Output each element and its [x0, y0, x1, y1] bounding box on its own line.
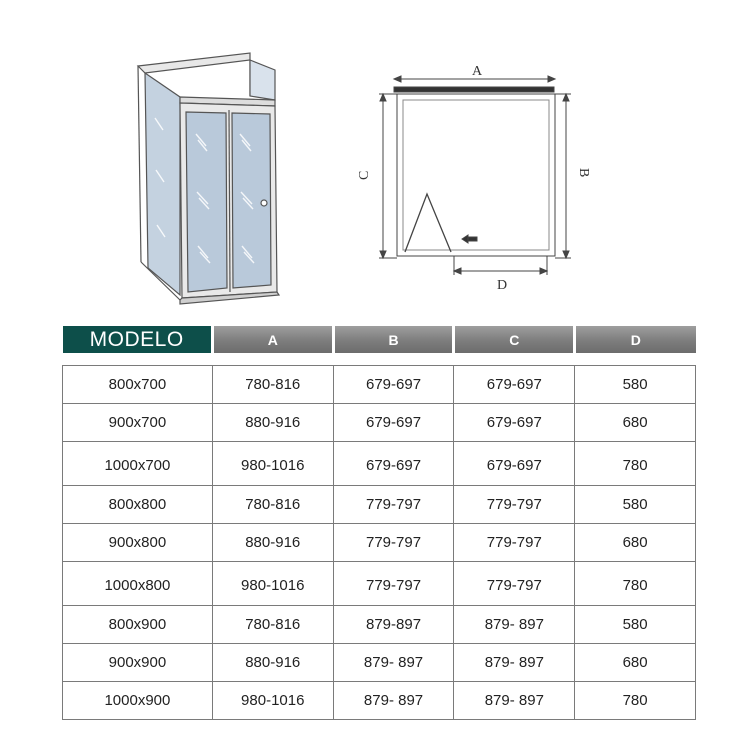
cell-d: 580 [575, 605, 696, 643]
dimension-label-c: C [357, 170, 372, 180]
dimensions-table [62, 326, 696, 720]
cell-a: 780-816 [212, 605, 333, 643]
cell-c: 679-697 [454, 441, 575, 485]
cell-b: 679-697 [333, 403, 454, 441]
cell-model: 800x900 [63, 605, 213, 643]
table-header-row [63, 326, 696, 353]
header-b: B [333, 326, 454, 353]
table-row [63, 523, 696, 561]
cell-b: 779-797 [333, 561, 454, 605]
cell-b: 679-697 [333, 365, 454, 403]
cell-model: 900x900 [63, 643, 213, 681]
cell-a: 880-916 [212, 643, 333, 681]
table-row [63, 365, 696, 403]
cell-c: 779-797 [454, 485, 575, 523]
cell-a: 780-816 [212, 365, 333, 403]
cell-b: 779-797 [333, 485, 454, 523]
cell-d: 680 [575, 403, 696, 441]
dimension-label-a: A [472, 64, 483, 79]
cell-c: 879- 897 [454, 681, 575, 719]
cell-d: 780 [575, 681, 696, 719]
plan-view [379, 76, 571, 275]
table-row [63, 441, 696, 485]
header-a: A [212, 326, 333, 353]
cell-b: 879-897 [333, 605, 454, 643]
shower-illustration [0, 0, 740, 326]
table-row [63, 485, 696, 523]
cell-c: 779-797 [454, 561, 575, 605]
cell-c: 879- 897 [454, 643, 575, 681]
cell-c: 779-797 [454, 523, 575, 561]
dimension-label-b: B [576, 168, 591, 178]
cell-d: 580 [575, 365, 696, 403]
cell-d: 680 [575, 523, 696, 561]
header-modelo: MODELO [63, 326, 213, 353]
cell-model: 800x800 [63, 485, 213, 523]
dimension-label-d: D [497, 278, 508, 293]
cell-d: 780 [575, 441, 696, 485]
header-d: D [575, 326, 696, 353]
cell-model: 900x700 [63, 403, 213, 441]
cell-a: 880-916 [212, 403, 333, 441]
cell-a: 980-1016 [212, 681, 333, 719]
cell-d: 680 [575, 643, 696, 681]
cell-model: 1000x800 [63, 561, 213, 605]
cell-d: 780 [575, 561, 696, 605]
cell-a: 980-1016 [212, 441, 333, 485]
table-row [63, 561, 696, 605]
cell-c: 679-697 [454, 403, 575, 441]
cell-c: 879- 897 [454, 605, 575, 643]
table-row [63, 605, 696, 643]
header-c: C [454, 326, 575, 353]
cell-a: 980-1016 [212, 561, 333, 605]
cell-model: 1000x700 [63, 441, 213, 485]
cell-model: 1000x900 [63, 681, 213, 719]
cell-model: 800x700 [63, 365, 213, 403]
cell-b: 879- 897 [333, 681, 454, 719]
table-row [63, 681, 696, 719]
shower-cabin-3d [138, 53, 279, 304]
cell-model: 900x800 [63, 523, 213, 561]
cell-b: 779-797 [333, 523, 454, 561]
cell-c: 679-697 [454, 365, 575, 403]
table-row [63, 403, 696, 441]
cell-a: 880-916 [212, 523, 333, 561]
cell-a: 780-816 [212, 485, 333, 523]
cell-b: 679-697 [333, 441, 454, 485]
table-row [63, 643, 696, 681]
cell-b: 879- 897 [333, 643, 454, 681]
cell-d: 580 [575, 485, 696, 523]
